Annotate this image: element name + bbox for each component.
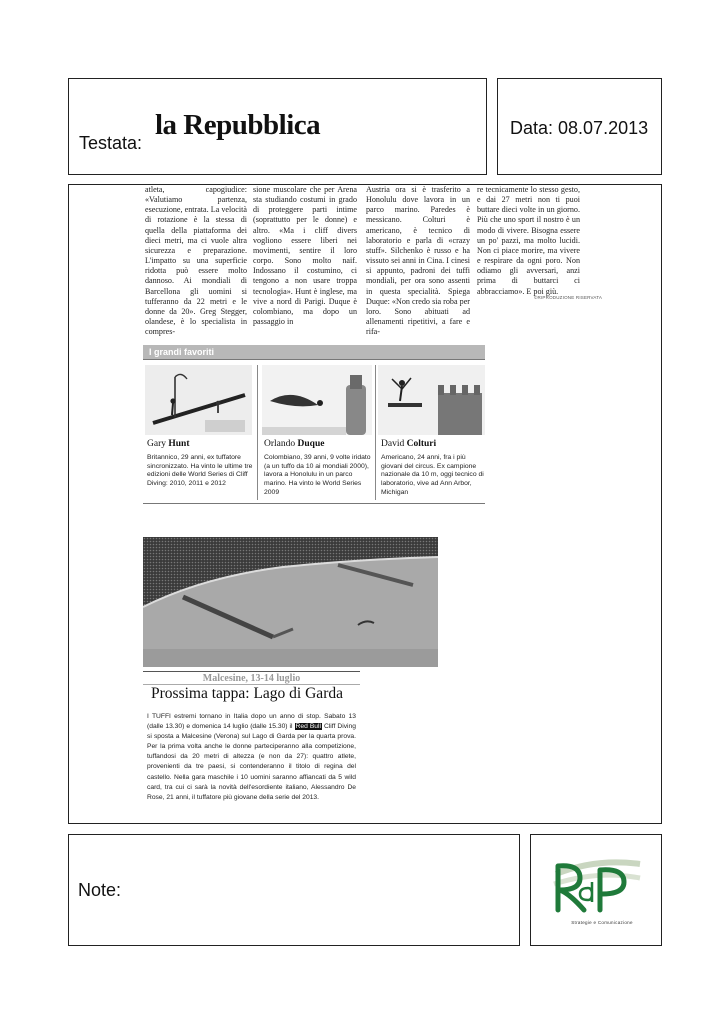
- favorite-name-duque: Orlando Duque: [264, 439, 325, 449]
- photo-david-colturi: [378, 365, 485, 435]
- date-label: Data: 08.07.2013: [510, 118, 649, 138]
- note-label: Note:: [78, 880, 122, 900]
- favorites-separator-1: [257, 365, 258, 500]
- lake-aerial-graphic: [143, 537, 438, 667]
- diver-photo-1-graphic: [145, 365, 252, 435]
- favorites-separator-2: [375, 365, 376, 500]
- diver-photo-2-graphic: [262, 365, 372, 435]
- copyright-note: ©RIPRODUZIONE RISERVATA: [534, 295, 603, 300]
- article-column-4: re tecnicamente lo stesso gesto, e dai 27 metri non ti puoi buttare dieci volte in un giorno. Più che uno sport il nostro è un modo di vivere. Bisogna essere un po' pazzi, ma molto lucidi. Non ci piace morire, ma vivere e respirare da ogni poro. Non odiamo gli avversari, anzi prima di buttarci ci abbracciamo». E poi giù.: [477, 185, 580, 296]
- lake-garda-photo: [143, 537, 438, 667]
- testata-box: [68, 78, 487, 175]
- photo-gary-hunt: [145, 365, 252, 435]
- favorites-divider: [143, 359, 485, 360]
- favorite-desc-hunt: Britannico, 29 anni, ex tuffatore sincronizzato. Ha vinto le ultime tre edizioni delle World Series di Cliff Diving: 2010, 2011 e 2012: [147, 454, 253, 488]
- red-bull-highlight: Red Bull: [295, 723, 321, 731]
- favorite-desc-colturi: Americano, 24 anni, fra i più giovani del circus. Ex campione nazionale da 10 m, oggi tecnico di laboratorio, vive ad Ann Arbor, Michigan: [381, 454, 484, 496]
- newspaper-masthead: la Repubblica: [155, 109, 321, 141]
- next-stage-body: I TUFFI estremi tornano in Italia dopo un anno di stop. Sabato 13 (dalle 13.30) e domenica 14 luglio (dalle 15.30) il Red Bull Cliff Diving si sposta a Malcesine (Verona) sul Lago di Garda per la quarta prova. Per la prima volta anche le donne parteciperanno alla competizione, tuffandosi da 20 metri di altezza (e non da 27): quattro atlete, provenienti da tre paesi, si contenderanno il titolo di regina del castello. Nella gara maschile i 10 uomini saranno affiancati da 5 wild card, tra cui ci sarà la novità dell'esordiente italiano, Alessandro De Rose, 21 anni, il tuffatore più giovane della serie del 2013.: [147, 713, 356, 801]
- article-column-2: sione muscolare che per Arena sta studiando costumi in grado di proteggere parti intime (soprattutto per le donne) e altro. «Ma i cliff divers vogliono essere liberi nei movimenti, sentire il loro corpo. Sono molto naif. Indossano il costumino, ci tengono a non usare troppa tecnologia». Hunt è inglese, ma vive a nord di Parigi. Duque è colombiano, ma dopo un passaggio in: [253, 185, 357, 327]
- rdp-logo: [548, 852, 644, 920]
- favorite-name-colturi: David Colturi: [381, 439, 437, 449]
- photo-orlando-duque: [262, 365, 372, 435]
- testata-label: Testata:: [79, 133, 143, 153]
- next-stage-location: Malcesine, 13-14 luglio: [202, 673, 301, 684]
- favorite-desc-duque: Colombiano, 39 anni, 9 volte iridato (a un tuffo da 10 ai mondiali 2000), lavora a Honolulu in un parco marino. Ha vinto le World Series 2009: [264, 454, 371, 496]
- favorites-title: I grandi favoriti: [149, 347, 215, 357]
- favorite-name-hunt: Gary Hunt: [147, 439, 190, 449]
- note-box: [68, 834, 520, 946]
- diver-photo-3-graphic: [378, 365, 485, 435]
- next-stage-top-rule: [143, 671, 360, 672]
- logo-tagline: Strategie e Comunicazione: [571, 920, 633, 925]
- date-box: [497, 78, 662, 175]
- article-column-1: atleta, capogiudice: «Valutiamo partenza, esecuzione, entrata. La velocità di rotazione è la stessa di quella della piattaforma dei dieci metri, ma ci vuole altra sicurezza e preparazione. L'impatto su una superficie ridotta può essere molto dannoso. Ai mondiali di Barcellona gli uomini si tufferanno da 22 metri e le donne da 20». Greg Stegger, olandese, è lo specialista in compres-: [145, 185, 247, 337]
- favorites-bottom-rule: [143, 503, 485, 504]
- next-stage-title: Prossima tappa: Lago di Garda: [151, 685, 343, 702]
- article-column-3: Austria ora si è trasferito a Honolulu dove lavora in un parco marino. Paredes è messicano. Colturi è americano, è tecnico di laboratorio e parla di «crazy stuff». Silchenko è russo e ha vissuto sei anni in Cina. I cinesi si appunto, padroni dei tuffi mondiali, per ora sono assenti in questa specialità. Spiega Duque: «Non credo sia roba per loro. Sono abituati ad allenamenti ripetitivi, a fare e rifa-: [366, 185, 470, 337]
